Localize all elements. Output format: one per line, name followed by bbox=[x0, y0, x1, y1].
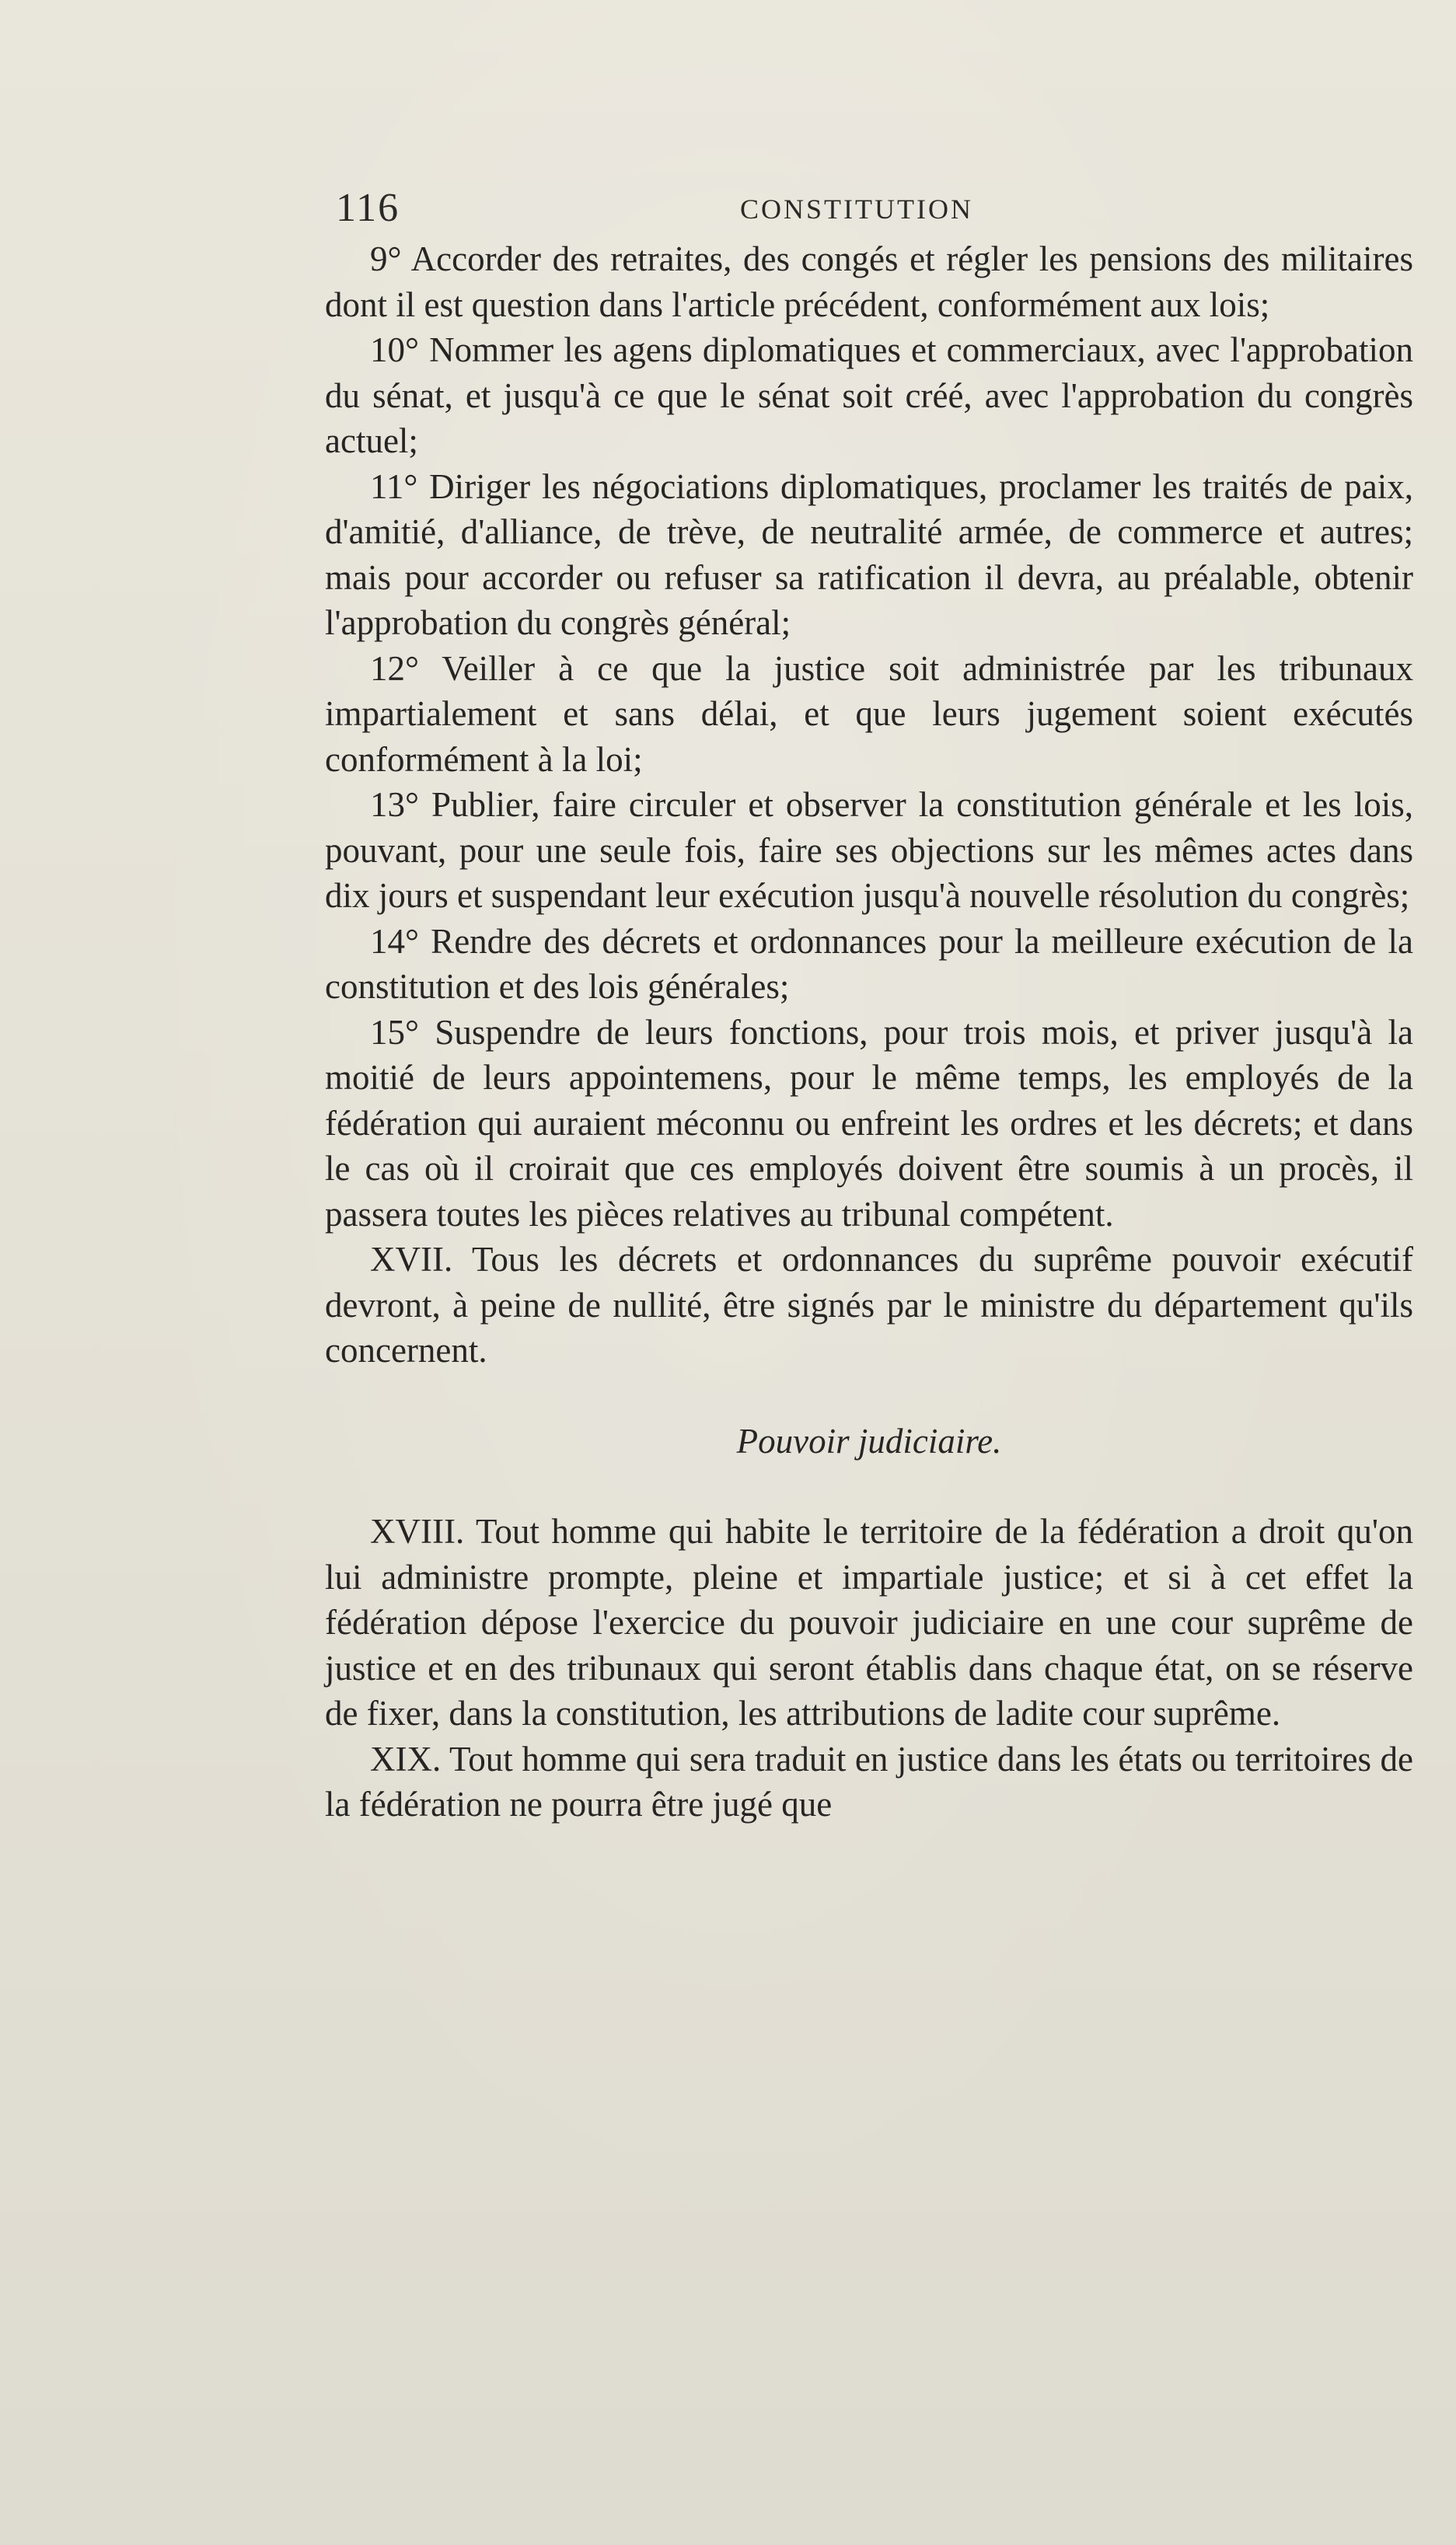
paragraph-xviii: XVIII. Tout homme qui habite le territoire de la fédération a droit qu'on lui administre prompte, pleine et impartiale justice; et si à cet effet la fédération dépose l'exercice du pouvoir judiciaire en une cour suprême de justice et en des tribunaux qui seront établis dans chaque état, on se réserve de fixer, dans la constitution, les attributions de ladite cour suprême. bbox=[325, 1512, 1413, 1733]
body-text bbox=[325, 236, 1413, 1828]
paragraph-xix: XIX. Tout homme qui sera traduit en justice dans les états ou territoires de la fédération ne pourra être jugé que bbox=[325, 1739, 1413, 1824]
paragraph-article-15: 15° Suspendre de leurs fonctions, pour trois mois, et priver jusqu'à la moitié de leurs appointemens, pour le même temps, les employés de la fédération qui auraient méconnu ou enfreint les ordres et les décrets; et dans le cas où il croirait que ces employés doivent être soumis à un procès, il passera toutes les pièces relatives au tribunal compétent. bbox=[325, 1012, 1413, 1234]
paragraph-article-10: 10° Nommer les agens diplomatiques et commerciaux, avec l'approbation du sénat, et jusqu'à ce que le sénat soit créé, avec l'approbation du congrès actuel; bbox=[325, 330, 1413, 460]
paragraph-article-9: 9° Accorder des retraites, des congés et régler les pensions des militaires dont il est question dans l'article précédent, conformément aux lois; bbox=[325, 239, 1413, 324]
running-head: CONSTITUTION bbox=[740, 194, 973, 225]
paragraph-article-11: 11° Diriger les négociations diplomatiques, proclamer les traités de paix, d'amitié, d'alliance, de trève, de neutralité armée, de commerce et autres; mais pour accorder ou refuser sa ratification il devra, au préalable, obtenir l'approbation du congrès général; bbox=[325, 466, 1413, 642]
paragraph-article-14: 14° Rendre des décrets et ordonnances pour la meilleure exécution de la constitution et des lois générales; bbox=[325, 921, 1413, 1006]
page-number: 116 bbox=[336, 186, 400, 230]
page-header bbox=[336, 185, 1419, 232]
paragraph-article-13: 13° Publier, faire circuler et observer la constitution générale et les lois, pouvant, pour une seule fois, faire ses objections sur les mêmes actes dans dix jours et suspendant leur exécution jusqu'à nouvelle résolution du congrès; bbox=[325, 785, 1413, 915]
paragraph-article-12: 12° Veiller à ce que la justice soit administrée par les tribunaux impartialement et sans délai, et que leurs jugement soient exécutés conformément à la loi; bbox=[325, 648, 1413, 779]
paragraph-xvii: XVII. Tous les décrets et ordonnances du suprême pouvoir exécutif devront, à peine de nullité, être signés par le ministre du département qu'ils concernent. bbox=[325, 1240, 1413, 1370]
section-title: Pouvoir judiciaire. bbox=[736, 1421, 1002, 1461]
